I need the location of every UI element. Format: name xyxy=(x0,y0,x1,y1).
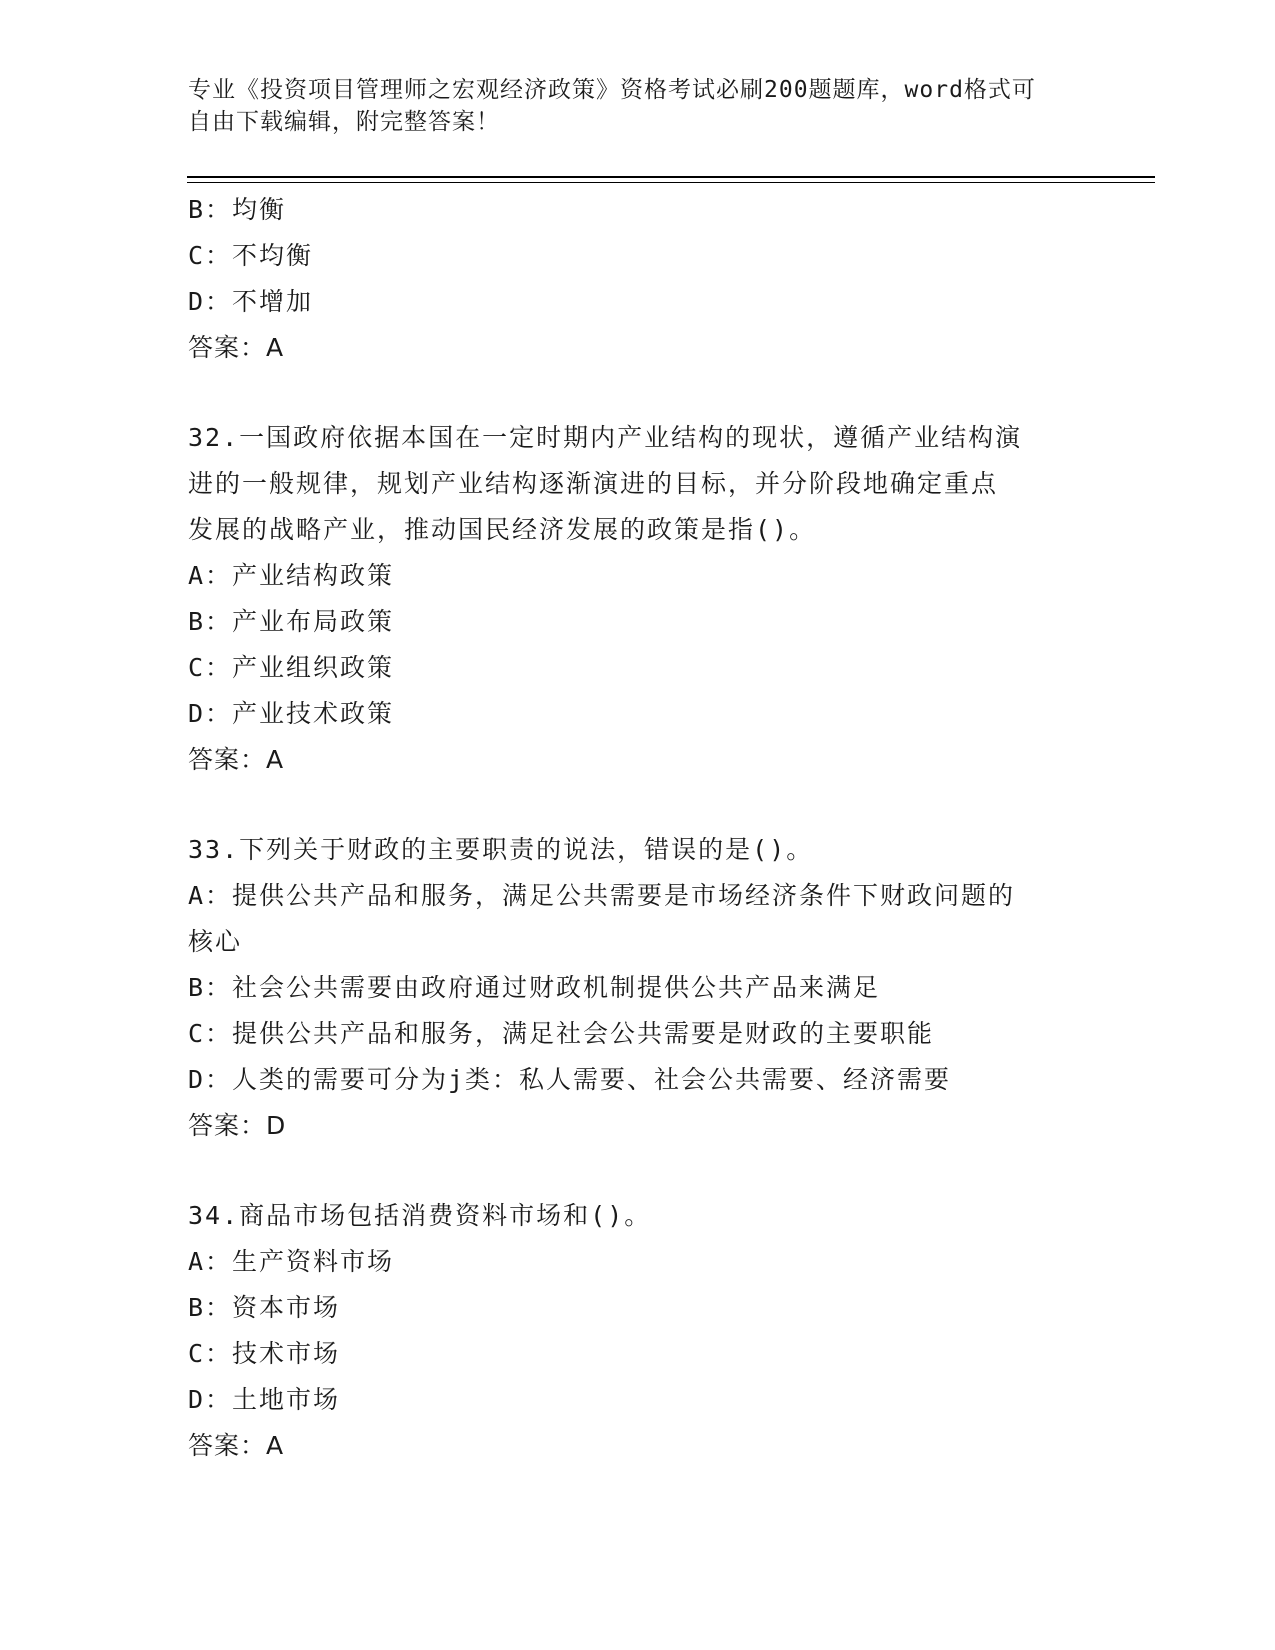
option-c xyxy=(188,233,1088,279)
answer: 答案：D xyxy=(188,1111,287,1140)
option-b xyxy=(188,965,1088,1011)
option-b xyxy=(188,1285,1088,1331)
question-34 xyxy=(188,1193,1088,1469)
option-d xyxy=(188,1377,1088,1423)
question-content xyxy=(188,187,1088,1469)
option-a-continuation: 核心 xyxy=(188,927,243,956)
option-b xyxy=(188,599,1088,645)
option-c xyxy=(188,1331,1088,1377)
answer: 答案：A xyxy=(188,745,285,774)
option-text: 产业布局政策 xyxy=(232,607,395,636)
option-d xyxy=(188,691,1088,737)
option-text: 提供公共产品和服务，满足公共需要是市场经济条件下财政问题的 xyxy=(232,881,1016,910)
option-a xyxy=(188,553,1088,599)
spacer xyxy=(188,1149,1088,1193)
question-stem-line-1: 32.一国政府依据本国在一定时期内产业结构的现状，遵循产业结构演 xyxy=(188,423,1023,452)
option-text: 人类的需要可分为j类：私人需要、社会公共需要、经济需要 xyxy=(232,1065,952,1094)
option-label: D： xyxy=(188,287,233,316)
question-stem-line-3: 发展的战略产业，推动国民经济发展的政策是指()。 xyxy=(188,515,817,544)
header-title-line-1: 专业《投资项目管理师之宏观经济政策》资格考试必刷200题题库，word格式可 xyxy=(188,77,1036,103)
option-text: 不增加 xyxy=(232,287,314,316)
option-label: D： xyxy=(188,1065,233,1094)
option-c xyxy=(188,645,1088,691)
option-label: B： xyxy=(188,607,233,636)
answer: 答案：A xyxy=(188,333,285,362)
spacer xyxy=(188,783,1088,827)
option-label: C： xyxy=(188,653,233,682)
option-label: B： xyxy=(188,195,233,224)
option-label: B： xyxy=(188,1293,233,1322)
option-d xyxy=(188,279,1088,325)
option-a xyxy=(188,873,1088,919)
spacer xyxy=(188,371,1088,415)
option-label: D： xyxy=(188,1385,233,1414)
option-label: C： xyxy=(188,1019,233,1048)
option-label: D： xyxy=(188,699,233,728)
option-text: 技术市场 xyxy=(232,1339,341,1368)
option-d xyxy=(188,1057,1088,1103)
option-text: 产业技术政策 xyxy=(232,699,395,728)
question-32 xyxy=(188,415,1088,783)
option-label: A： xyxy=(188,881,233,910)
option-label: C： xyxy=(188,241,233,270)
question-33 xyxy=(188,827,1088,1149)
option-text: 产业组织政策 xyxy=(232,653,395,682)
option-text: 不均衡 xyxy=(232,241,314,270)
question-stem: 33.下列关于财政的主要职责的说法，错误的是()。 xyxy=(188,835,814,864)
header-title-line-2: 自由下载编辑，附完整答案！ xyxy=(188,109,500,135)
question-31 xyxy=(188,187,1088,371)
page-header xyxy=(188,74,1068,138)
option-text: 提供公共产品和服务，满足社会公共需要是财政的主要职能 xyxy=(232,1019,935,1048)
option-text: 生产资料市场 xyxy=(232,1247,395,1276)
option-label: A： xyxy=(188,1247,233,1276)
option-text: 均衡 xyxy=(232,195,287,224)
option-c xyxy=(188,1011,1088,1057)
header-divider-thick xyxy=(187,176,1155,178)
option-text: 产业结构政策 xyxy=(232,561,395,590)
option-text: 土地市场 xyxy=(232,1385,341,1414)
option-text: 资本市场 xyxy=(232,1293,341,1322)
option-text: 社会公共需要由政府通过财政机制提供公共产品来满足 xyxy=(232,973,881,1002)
option-a xyxy=(188,1239,1088,1285)
question-stem-line-2: 进的一般规律，规划产业结构逐渐演进的目标，并分阶段地确定重点 xyxy=(188,469,999,498)
option-label: A： xyxy=(188,561,233,590)
answer: 答案：A xyxy=(188,1431,285,1460)
question-stem: 34.商品市场包括消费资料市场和()。 xyxy=(188,1201,652,1230)
header-divider-thin xyxy=(187,182,1155,183)
option-b xyxy=(188,187,1088,233)
option-label: C： xyxy=(188,1339,233,1368)
option-label: B： xyxy=(188,973,233,1002)
